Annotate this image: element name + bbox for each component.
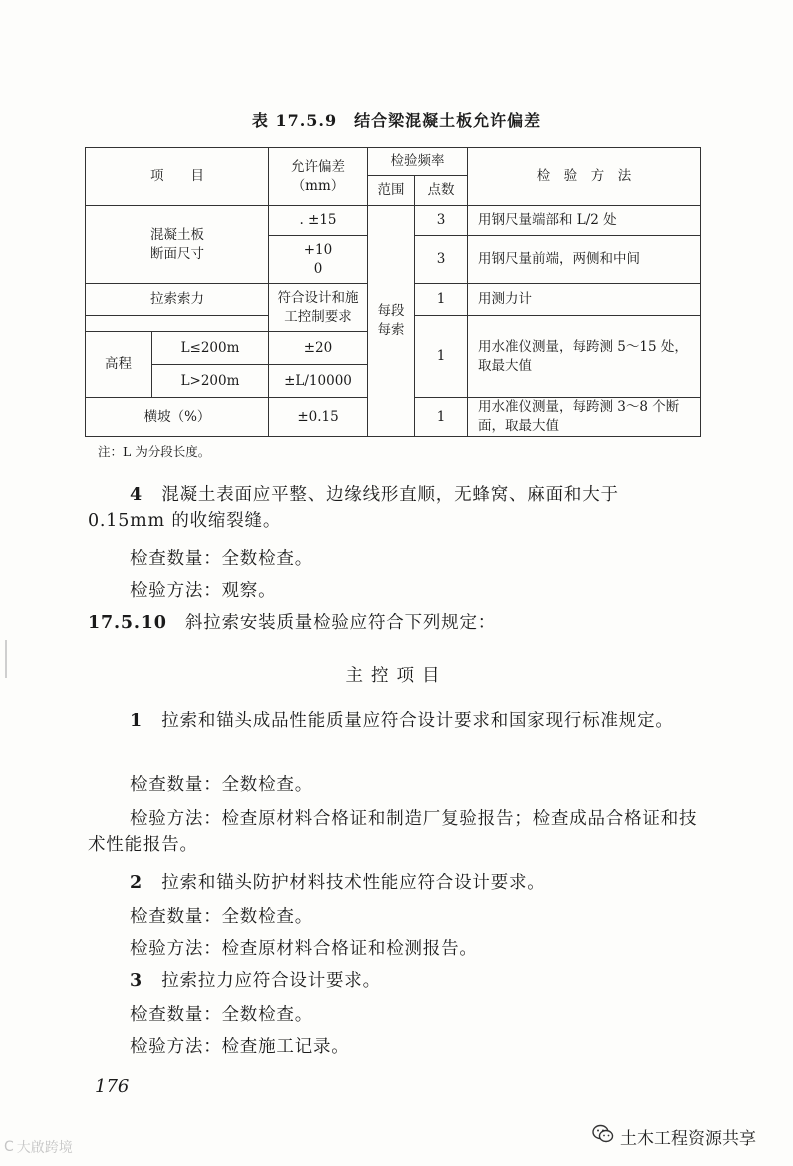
- width-tolerance: . ±15: [269, 206, 368, 236]
- thickness-tolerance: [269, 236, 368, 284]
- header-item: 项 目: [86, 148, 269, 206]
- cable-force-method: 用测力计: [468, 284, 701, 316]
- cross-slope-item: 横坡（%）: [86, 398, 269, 437]
- item4-quantity: 检查数量：全数检查。: [130, 549, 313, 569]
- m1-method: 检验方法：检查原材料合格证和制造厂复验报告；检查成品合格证和技术性能报告。: [88, 809, 698, 855]
- width-method: 用钢尺量端部和 L/2 处: [468, 206, 701, 236]
- m2-quantity: 检查数量：全数检查。: [130, 907, 313, 927]
- header-points: 点数: [415, 176, 468, 206]
- cable-force-item-spacer: [86, 316, 269, 332]
- header-frequency: 检验频率: [368, 148, 468, 176]
- elevation-long-item: L>200m: [152, 365, 269, 398]
- range-line1: 每段: [377, 303, 405, 319]
- watermark-right: [592, 1124, 756, 1149]
- item4-number: 4: [130, 485, 143, 505]
- header-tolerance: [269, 148, 368, 206]
- cable-force-points: 1: [415, 284, 468, 316]
- elevation-method: 用水准仪测量，每跨测 5～15 处，取最大值: [468, 316, 701, 398]
- elevation-label: 高程: [86, 332, 152, 398]
- m2-method: 检验方法：检查原材料合格证和检测报告。: [130, 939, 478, 959]
- page-number: 176: [95, 1076, 130, 1097]
- m1-number: 1: [130, 711, 143, 731]
- tolerance-table: [85, 147, 701, 437]
- elevation-points: 1: [415, 316, 468, 398]
- m1-quantity: 检查数量：全数检查。: [130, 775, 313, 795]
- scan-margin-mark: [5, 640, 7, 678]
- cable-force-item: 拉索索力: [86, 284, 269, 316]
- m3-quantity: 检查数量：全数检查。: [130, 1005, 313, 1025]
- header-tolerance-line1: 允许偏差: [291, 158, 345, 175]
- item4-method: 检验方法：观察。: [130, 581, 277, 601]
- m1-paragraph: [88, 708, 700, 734]
- thickness-tolerance-upper: +10: [303, 241, 333, 258]
- thickness-tolerance-lower: 0: [313, 260, 323, 277]
- section-heading: 主控项目: [345, 666, 448, 686]
- thickness-points: 3: [415, 236, 468, 284]
- watermark-left-prefix: C: [4, 1139, 14, 1155]
- range-cell: [368, 206, 415, 437]
- header-method: 检 验 方 法: [468, 148, 701, 206]
- item4-paragraph: [88, 482, 700, 534]
- cable-force-tolerance: 符合设计和施工控制要求: [269, 284, 368, 332]
- thickness-method: 用钢尺量前端，两侧和中间: [468, 236, 701, 284]
- cross-slope-method: 用水准仪测量，每跨测 3～8 个断面，取最大值: [468, 398, 701, 437]
- m2-text: 拉索和锚头防护材料技术性能应符合设计要求。: [161, 873, 546, 893]
- table-note: 注：L 为分段长度。: [98, 444, 211, 459]
- wechat-icon: [592, 1124, 614, 1149]
- m3-paragraph: [88, 968, 700, 994]
- header-range: 范围: [368, 176, 415, 206]
- m3-number: 3: [130, 971, 143, 991]
- cross-slope-points: 1: [415, 398, 468, 437]
- m2-paragraph: [88, 870, 700, 896]
- clause-text: 斜拉索安装质量检验应符合下列规定：: [184, 613, 497, 633]
- m2-number: 2: [130, 873, 143, 893]
- section-dimension-line2: 断面尺寸: [150, 245, 204, 262]
- item4-text: 混凝土表面应平整、边缘线形直顺，无蜂窝、麻面和大于 0.15mm 的收缩裂缝。: [88, 485, 619, 531]
- section-dimension-cell: [86, 206, 269, 284]
- elevation-long-tolerance: ±L/10000: [269, 365, 368, 398]
- table-caption: 表 17.5.9 结合梁混凝土板允许偏差: [251, 111, 542, 130]
- width-points: 3: [415, 206, 468, 236]
- section-dimension-line1: 混凝土板: [150, 226, 204, 243]
- watermark-left: [4, 1137, 73, 1157]
- table-row: [86, 206, 701, 236]
- m3-text: 拉索拉力应符合设计要求。: [161, 971, 381, 991]
- clause-17-5-10: [88, 610, 700, 636]
- m1-text: 拉索和锚头成品性能质量应符合设计要求和国家现行标准规定。: [161, 711, 674, 731]
- cross-slope-tolerance: ±0.15: [269, 398, 368, 437]
- elevation-short-item: L≤200m: [152, 332, 269, 365]
- watermark-left-text: 大啟跨境: [16, 1140, 73, 1156]
- range-line2: 每索: [377, 322, 405, 338]
- m3-method: 检验方法：检查施工记录。: [130, 1037, 350, 1057]
- elevation-short-tolerance: ±20: [269, 332, 368, 365]
- watermark-right-text: 土木工程资源共享: [620, 1129, 756, 1149]
- clause-number: 17.5.10: [88, 613, 167, 633]
- header-tolerance-line2: （mm）: [291, 177, 345, 194]
